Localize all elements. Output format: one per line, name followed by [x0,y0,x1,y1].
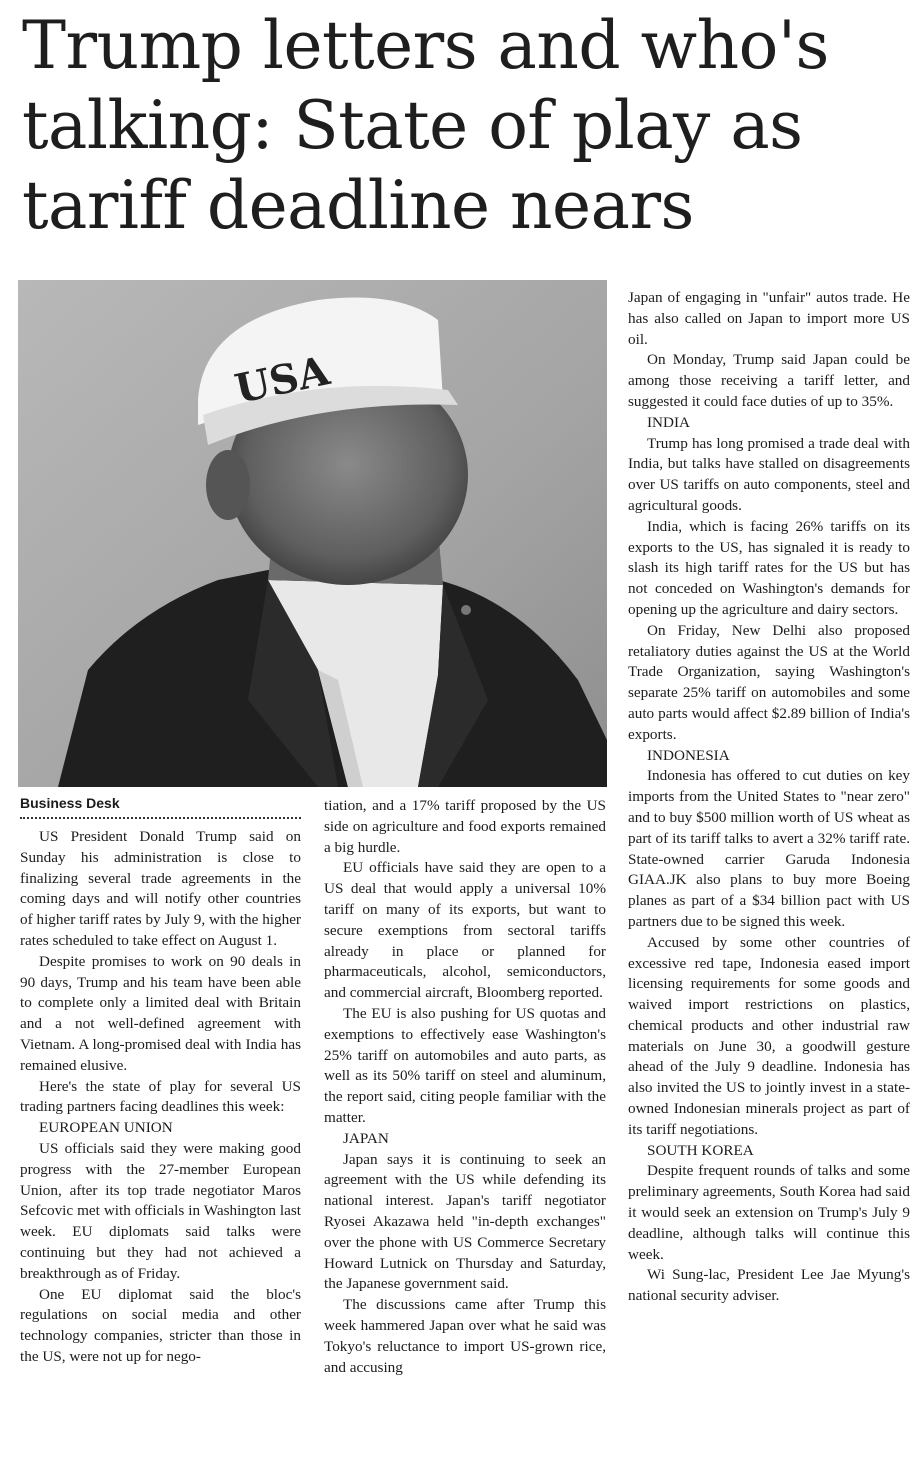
paragraph: tiation, and a 17% tariff proposed by the US side on agriculture and food exports remained a big hurdle. [324,797,606,856]
section-heading: INDONESIA [647,746,730,764]
byline: Business Desk [20,795,120,811]
paragraph: Accused by some other countries of excessive red tape, Indonesia eased import licensing requirements for some goods and waived import restrictions on plastics, chemical products and other industrial raw materials on June 30, a goodwill gesture ahead of the July 9 deadline. Indonesia has also invited the US to jointly invest in a state-owned Indonesian minerals project as part of its tariff negotiations. [628,933,910,1138]
paragraph: Here's the state of play for several US trading partners facing deadlines this week: [20,1077,301,1116]
paragraph: India, which is facing 26% tariffs on its exports to the US, has signaled it is ready to slash its high tariff rates for the US but has not conceded on Washington's demands for opening up the agriculture and dairy sectors. [628,517,910,618]
section-heading: INDIA [647,413,691,431]
paragraph: Trump has long promised a trade deal with India, but talks have stalled on disagreements over US tariffs on auto components, steel and agricultural goods. [628,434,910,514]
headline [22,6,912,246]
paragraph: EU officials have said they are open to a US deal that would apply a universal 10% tariff on many of its exports, but want to secure exemptions from sectoral tariffs already in place or planned for pharmaceuticals, alcohol, semiconductors, and commercial aircraft, Bloomberg reported. [324,859,606,1002]
article-column-1 [20,827,301,1368]
person-in-cap-photo-icon [18,280,607,787]
paragraph: Despite frequent rounds of talks and some preliminary agreements, South Korea had said it would seek an extension on Trump's July 9 deadline, although talks will continue this week. [628,1162,910,1263]
paragraph: Japan of engaging in "unfair" autos trade. He has also called on Japan to import more US oil. [628,289,910,348]
paragraph: On Friday, New Delhi also proposed retaliatory duties against the US at the World Trade Organization, saying Washington's separate 25% tariff on automobiles and some auto parts would affect $2.89 billion of India's exports. [628,621,910,743]
section-heading: SOUTH KOREA [647,1141,754,1159]
section-heading: JAPAN [343,1129,389,1147]
paragraph: US President Donald Trump said on Sunday his administration is close to finalizing several trade agreements in the coming days and will notify other countries of higher tariff rates by July 9, with the higher rates scheduled to take effect on August 1. [20,828,301,949]
paragraph: Indonesia has offered to cut duties on key imports from the United States to "near zero" and to buy $500 million worth of US wheat as part of its tariff talks to avert a 32% tariff rate. State-owned carrier Garuda Indonesia GIAA.JK also plans to buy more Boeing planes as part of a $34 billion pact with US partners due to be signed this week. [628,767,910,930]
section-heading: EUROPEAN UNION [39,1119,173,1137]
paragraph: Japan says it is continuing to seek an agreement with the US while defending its national interest. Japan's tariff negotiator Ryosei Akazawa held "in-depth exchanges" over the phone with US Commerce Secretary Howard Lutnick on Thursday and Saturday, the Japanese government said. [324,1150,606,1293]
article-column-2 [324,796,606,1378]
paragraph: The EU is also pushing for US quotas and exemptions to effectively ease Washington's 25% tariff on automobiles and auto parts, as well as its 50% tariff on steel and aluminum, the report said, citing people familiar with the matter. [324,1004,606,1126]
paragraph: The discussions came after Trump this week hammered Japan over what he said was Tokyo's reluctance to import US-grown rice, and accusing [324,1296,606,1376]
paragraph: Despite promises to work on 90 deals in 90 days, Trump and his team have been able to complete only a limited deal with Britain and a not well-defined agreement with Vietnam. A long-promised deal with India has remained elusive. [20,952,301,1074]
headline-line-3: tariff deadline nears [22,167,694,244]
cap-text: USA [230,347,334,413]
article-column-3 [628,288,910,1307]
paragraph: Wi Sung-lac, President Lee Jae Myung's national security adviser. [628,1266,910,1305]
paragraph: On Monday, Trump said Japan could be among those receiving a tariff letter, and suggested it could face duties of up to 35%. [628,351,910,410]
headline-line-2: talking: State of play as [22,87,803,164]
paragraph: US officials said they were making good progress with the 27-member European Union, after its top trade negotiator Maros Sefcovic met with officials in Washington last week. EU diplomats said talks were continuing but they had not achieved a breakthrough as of Friday. [20,1139,301,1282]
headline-line-1: Trump letters and who's [22,7,829,84]
paragraph: One EU diplomat said the bloc's regulations on social media and other technology companies, stricter than those in the US, were not up for nego- [20,1285,301,1365]
byline-divider [20,817,301,819]
article-photo [18,280,607,787]
